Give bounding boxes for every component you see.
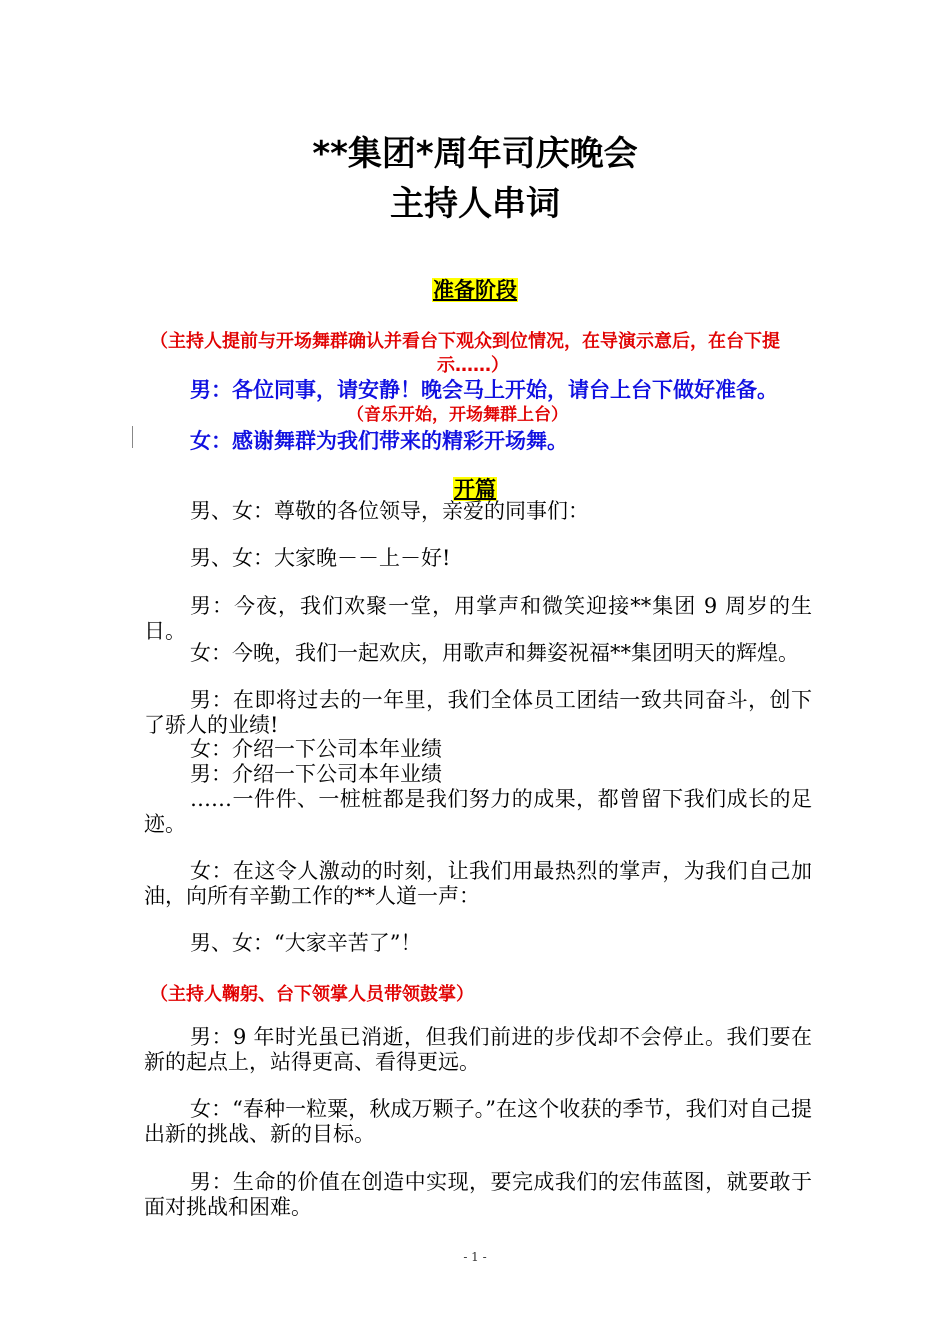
female-host-line: 女：感谢舞群为我们带来的精彩开场舞。 (190, 429, 568, 453)
stage-direction-music: （音乐开始，开场舞群上台） (347, 405, 568, 425)
script-paragraph: 女：在这令人激动的时刻，让我们用最热烈的掌声，为我们自己加油，向所有辛勤工作的**人道一声： (144, 859, 812, 908)
document-subtitle: 主持人串词 (390, 184, 560, 224)
script-paragraph: 男、女：“大家辛苦了”！ (190, 931, 422, 955)
script-paragraph: 男、女：大家晚－－上－好! (190, 546, 451, 570)
stage-direction: （主持人提前与开场舞群确认并看台下观众到位情况，在导演示意后，在台下提 (150, 331, 780, 352)
section-heading-prep (0, 274, 950, 304)
script-paragraph: 女：今晚，我们一起欢庆，用歌声和舞姿祝福**集团明天的辉煌。 (190, 641, 799, 665)
male-host-line: 男：各位同事，请安静！晚会马上开始，请台上台下做好准备。 (190, 378, 778, 402)
script-paragraph: 男：今夜，我们欢聚一堂，用掌声和微笑迎接**集团 9 周岁的生日。 (144, 594, 812, 643)
script-paragraph: 男：介绍一下公司本年业绩 (190, 762, 442, 786)
document-title: **集团*周年司庆晚会 (312, 134, 638, 174)
section-heading-opening-text: 开篇 (454, 477, 496, 501)
script-paragraph: 男：9 年时光虽已消逝，但我们前进的步伐却不会停止。我们要在新的起点上，站得更高、看得更远。 (144, 1025, 812, 1074)
script-paragraph: 男、女：尊敬的各位领导，亲爱的同事们： (190, 499, 589, 523)
stage-direction-bow: （主持人鞠躬、台下领掌人员带领鼓掌） (150, 984, 474, 1005)
stage-direction-continued: 示……） (437, 355, 509, 376)
script-paragraph: 男：在即将过去的一年里，我们全体员工团结一致共同奋斗，创下了骄人的业绩! (144, 688, 812, 737)
revision-bar (132, 426, 133, 448)
script-paragraph: ……一件件、一桩桩都是我们努力的成果，都曾留下我们成长的足迹。 (144, 787, 812, 836)
script-paragraph: 女：“春种一粒粟，秋成万颗子。”在这个收获的季节，我们对自己提出新的挑战、新的目标。 (144, 1097, 812, 1146)
script-paragraph: 女：介绍一下公司本年业绩 (190, 737, 442, 761)
section-heading-prep-text: 准备阶段 (433, 278, 517, 302)
page-number: - 1 - (463, 1250, 487, 1264)
script-paragraph: 男：生命的价值在创造中实现，要完成我们的宏伟蓝图，就要敢于面对挑战和困难。 (144, 1170, 812, 1219)
